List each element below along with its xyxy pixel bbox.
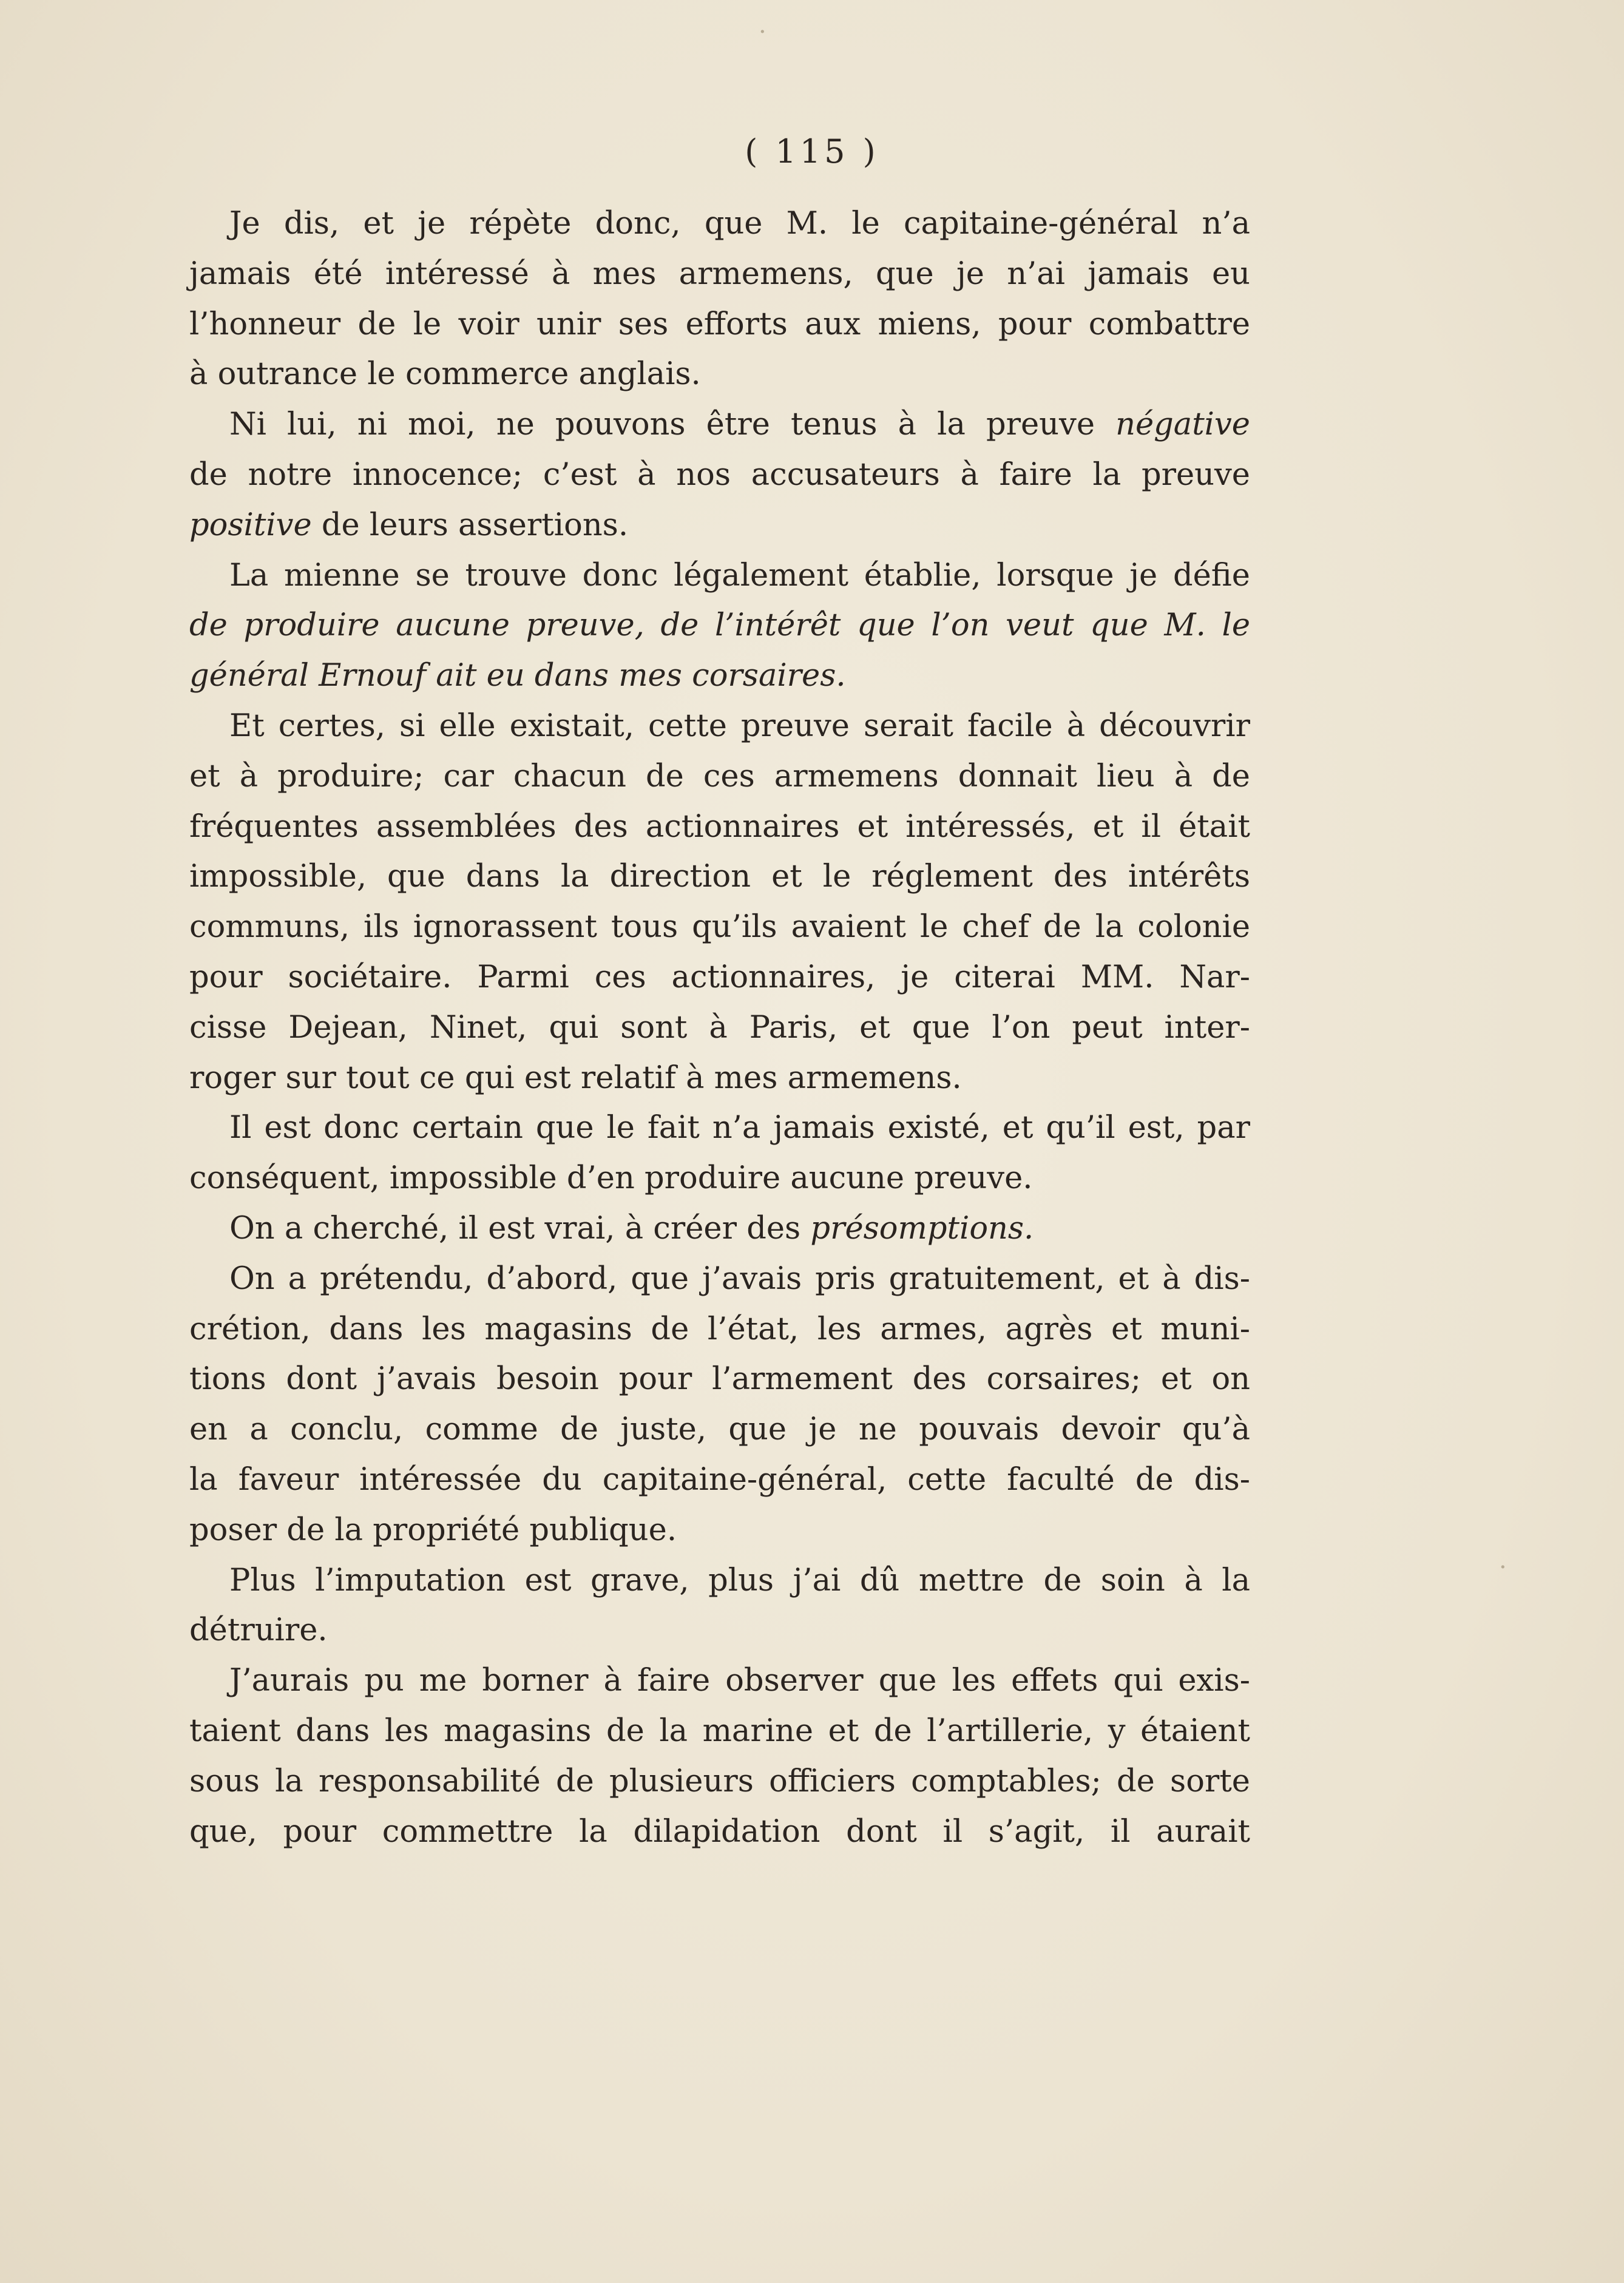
text-line: [189, 1405, 1250, 1455]
italic-text: général Ernouf ait eu dans mes corsaires.: [189, 658, 846, 694]
page-number: ( 115 ): [745, 132, 879, 171]
text-run: poser de la propriété publique.: [189, 1512, 677, 1548]
text-line: [189, 1506, 1250, 1556]
text-run: en a conclu, comme de juste, que je ne pouvais devoir qu’à: [189, 1412, 1250, 1448]
text-line: [189, 551, 1250, 601]
text-run: Plus l’imputation est grave, plus j’ai dû mettre de soin à la: [229, 1562, 1250, 1598]
text-line: [189, 1204, 1250, 1254]
text-line: [189, 1706, 1250, 1757]
text-line: [189, 1656, 1250, 1706]
text-line: [189, 1757, 1250, 1807]
text-run: roger sur tout ce qui est relatif à mes armemens.: [189, 1060, 962, 1096]
text-run: fréquentes assemblées des actionnaires et intéressés, et il était: [189, 808, 1250, 845]
text-run: Je dis, et je répète donc, que M. le capitaine-général n’a: [229, 206, 1250, 242]
text-run: l’honneur de le voir unir ses efforts aux miens, pour combattre: [189, 306, 1250, 342]
text-run: la faveur intéressée du capitaine-général, cette faculté de dis-: [189, 1461, 1250, 1498]
text-line: [189, 501, 1250, 551]
text-line: [189, 1305, 1250, 1355]
text-line: [189, 852, 1250, 902]
text-run: J’aurais pu me borner à faire observer que les effets qui exis-: [229, 1663, 1250, 1699]
text-line: [189, 1154, 1250, 1204]
text-line: [189, 249, 1250, 300]
text-run: On a prétendu, d’abord, que j’avais pris gratuitement, et à dis-: [229, 1260, 1250, 1297]
text-run: de notre innocence; c’est à nos accusateurs à faire la preuve: [189, 456, 1250, 493]
text-line: [189, 1606, 1250, 1656]
text-line: [189, 1254, 1250, 1305]
text-line: [189, 752, 1250, 802]
text-line: [189, 199, 1250, 249]
text-run: détruire.: [189, 1612, 328, 1649]
text-run: cisse Dejean, Ninet, qui sont à Paris, et que l’on peut inter-: [189, 1009, 1250, 1046]
text-run: On a cherché, il est vrai, à créer des: [229, 1210, 811, 1246]
text-run: Ni lui, ni moi, ne pouvons être tenus à la preuve: [229, 407, 1116, 443]
italic-text: positive: [189, 507, 312, 543]
text-run: taient dans les magasins de la marine et de l’artillerie, y étaient: [189, 1713, 1250, 1749]
text-run: Il est donc certain que le fait n’a jamais existé, et qu’il est, par: [229, 1110, 1250, 1146]
text-line: [189, 1355, 1250, 1405]
text-run: crétion, dans les magasins de l’état, les armes, agrès et muni-: [189, 1311, 1250, 1347]
text-line: [189, 1807, 1250, 1858]
text-run: impossible, que dans la direction et le réglement des intérêts: [189, 859, 1250, 895]
text-line: [189, 702, 1250, 752]
text-line: [189, 802, 1250, 853]
text-run: La mienne se trouve donc légalement établie, lorsque je défie: [229, 557, 1250, 594]
text-run: et à produire; car chacun de ces armemens donnait lieu à de: [189, 758, 1250, 794]
text-run: de leurs assertions.: [311, 507, 629, 543]
text-run: conséquent, impossible d’en produire aucune preuve.: [189, 1160, 1033, 1197]
text-run: tions dont j’avais besoin pour l’armement des corsaires; et on: [189, 1361, 1250, 1398]
text-run: que, pour commettre la dilapidation dont il s’agit, il aurait: [189, 1813, 1250, 1850]
text-run: jamais été intéressé à mes armemens, que je n’ai jamais eu: [189, 255, 1250, 292]
text-line: [189, 1556, 1250, 1606]
text-line: [189, 651, 1250, 702]
text-run: Et certes, si elle existait, cette preuve serait facile à découvrir: [229, 708, 1250, 744]
text-line: [189, 1103, 1250, 1154]
text-line: [189, 300, 1250, 350]
text-line: [189, 450, 1250, 501]
text-line: [189, 1455, 1250, 1506]
text-line: [189, 400, 1250, 450]
text-line: [189, 601, 1250, 651]
text-run: sous la responsabilité de plusieurs officiers comptables; de sorte: [189, 1763, 1250, 1799]
text-line: [189, 953, 1250, 1003]
paper-speck: ·: [1499, 1554, 1507, 1581]
italic-text: présomptions.: [810, 1210, 1034, 1246]
text-run: pour sociétaire. Parmi ces actionnaires, je citerai MM. Nar-: [189, 959, 1250, 995]
text-run: communs, ils ignorassent tous qu’ils avaient le chef de la colonie: [189, 909, 1250, 945]
paper-speck: ·: [759, 18, 766, 46]
italic-text: de produire aucune preuve, de l’intérêt que l’on veut que M. le: [189, 607, 1250, 644]
text-line: [189, 1054, 1250, 1104]
body-text: [189, 199, 1250, 1857]
text-line: [189, 350, 1250, 400]
text-line: [189, 902, 1250, 953]
text-line: [189, 1003, 1250, 1054]
italic-text: négative: [1115, 407, 1250, 443]
text-run: à outrance le commerce anglais.: [189, 356, 701, 393]
